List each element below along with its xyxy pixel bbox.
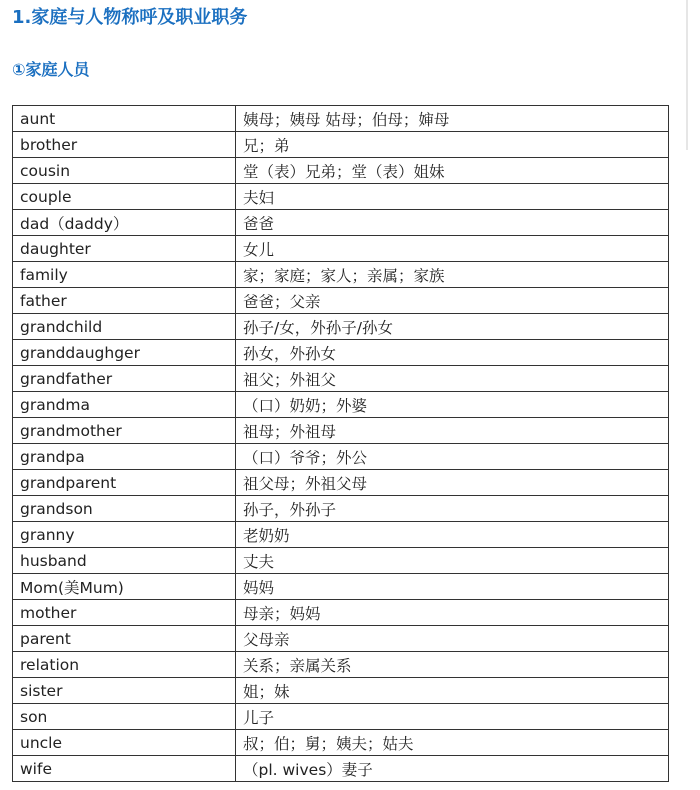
table-row (13, 158, 669, 184)
table-row (13, 392, 669, 418)
table-row (13, 132, 669, 158)
table-row (13, 704, 669, 730)
table-row (13, 522, 669, 548)
english-word-cell: grandpa (13, 444, 236, 470)
chinese-meaning-cell: 爸爸 (236, 210, 669, 236)
table-row (13, 314, 669, 340)
chinese-meaning-cell: 妈妈 (236, 574, 669, 600)
chinese-meaning-cell: 祖父母；外祖父母 (236, 470, 669, 496)
chinese-meaning-cell: 堂（表）兄弟；堂（表）姐妹 (236, 158, 669, 184)
table-row (13, 418, 669, 444)
chinese-meaning-cell: 兄；弟 (236, 132, 669, 158)
table-row (13, 236, 669, 262)
english-word-cell: sister (13, 678, 236, 704)
chinese-meaning-cell: 老奶奶 (236, 522, 669, 548)
english-word-cell: husband (13, 548, 236, 574)
english-word-cell: grandma (13, 392, 236, 418)
table-row (13, 730, 669, 756)
english-word-cell: wife (13, 756, 236, 782)
chinese-meaning-cell: 女儿 (236, 236, 669, 262)
table-row (13, 262, 669, 288)
english-word-cell: couple (13, 184, 236, 210)
chinese-meaning-cell: （pl. wives）妻子 (236, 756, 669, 782)
table-row (13, 626, 669, 652)
table-row (13, 652, 669, 678)
chinese-meaning-cell: 孙子，外孙子 (236, 496, 669, 522)
table-row (13, 288, 669, 314)
table-row (13, 184, 669, 210)
english-word-cell: parent (13, 626, 236, 652)
chinese-meaning-cell: 孙女，外孙女 (236, 340, 669, 366)
english-word-cell: granddaughger (13, 340, 236, 366)
chinese-meaning-cell: （口）奶奶；外婆 (236, 392, 669, 418)
table-row (13, 210, 669, 236)
vocabulary-table-body (13, 106, 669, 782)
table-row (13, 106, 669, 132)
chinese-meaning-cell: 姐；妹 (236, 678, 669, 704)
english-word-cell: dad（daddy） (13, 210, 236, 236)
chinese-meaning-cell: 父母亲 (236, 626, 669, 652)
section-title: ①家庭人员 (12, 60, 90, 79)
chinese-meaning-cell: 姨母；姨母 姑母；伯母；婶母 (236, 106, 669, 132)
chinese-meaning-cell: 爸爸；父亲 (236, 288, 669, 314)
chinese-meaning-cell: 儿子 (236, 704, 669, 730)
chinese-meaning-cell: （口）爷爷；外公 (236, 444, 669, 470)
chinese-meaning-cell: 母亲；妈妈 (236, 600, 669, 626)
table-row (13, 340, 669, 366)
english-word-cell: grandfather (13, 366, 236, 392)
english-word-cell: grandparent (13, 470, 236, 496)
table-row (13, 548, 669, 574)
page-edge-rule (686, 0, 688, 150)
chinese-meaning-cell: 孙子/女，外孙子/孙女 (236, 314, 669, 340)
chinese-meaning-cell: 关系；亲属关系 (236, 652, 669, 678)
table-row (13, 470, 669, 496)
chinese-meaning-cell: 家；家庭；家人；亲属；家族 (236, 262, 669, 288)
table-row (13, 678, 669, 704)
table-row (13, 366, 669, 392)
chinese-meaning-cell: 夫妇 (236, 184, 669, 210)
english-word-cell: grandson (13, 496, 236, 522)
table-row (13, 756, 669, 782)
english-word-cell: grandchild (13, 314, 236, 340)
english-word-cell: daughter (13, 236, 236, 262)
english-word-cell: Mom(美Mum) (13, 574, 236, 600)
table-row (13, 600, 669, 626)
english-word-cell: mother (13, 600, 236, 626)
chinese-meaning-cell: 丈夫 (236, 548, 669, 574)
page-title: 1.家庭与人物称呼及职业职务 (12, 7, 248, 28)
english-word-cell: uncle (13, 730, 236, 756)
table-row (13, 444, 669, 470)
table-row (13, 496, 669, 522)
english-word-cell: family (13, 262, 236, 288)
vocabulary-table (12, 105, 669, 782)
english-word-cell: brother (13, 132, 236, 158)
chinese-meaning-cell: 祖母；外祖母 (236, 418, 669, 444)
table-row (13, 574, 669, 600)
chinese-meaning-cell: 祖父；外祖父 (236, 366, 669, 392)
english-word-cell: father (13, 288, 236, 314)
english-word-cell: granny (13, 522, 236, 548)
chinese-meaning-cell: 叔；伯；舅；姨夫；姑夫 (236, 730, 669, 756)
english-word-cell: relation (13, 652, 236, 678)
english-word-cell: cousin (13, 158, 236, 184)
english-word-cell: aunt (13, 106, 236, 132)
english-word-cell: son (13, 704, 236, 730)
english-word-cell: grandmother (13, 418, 236, 444)
